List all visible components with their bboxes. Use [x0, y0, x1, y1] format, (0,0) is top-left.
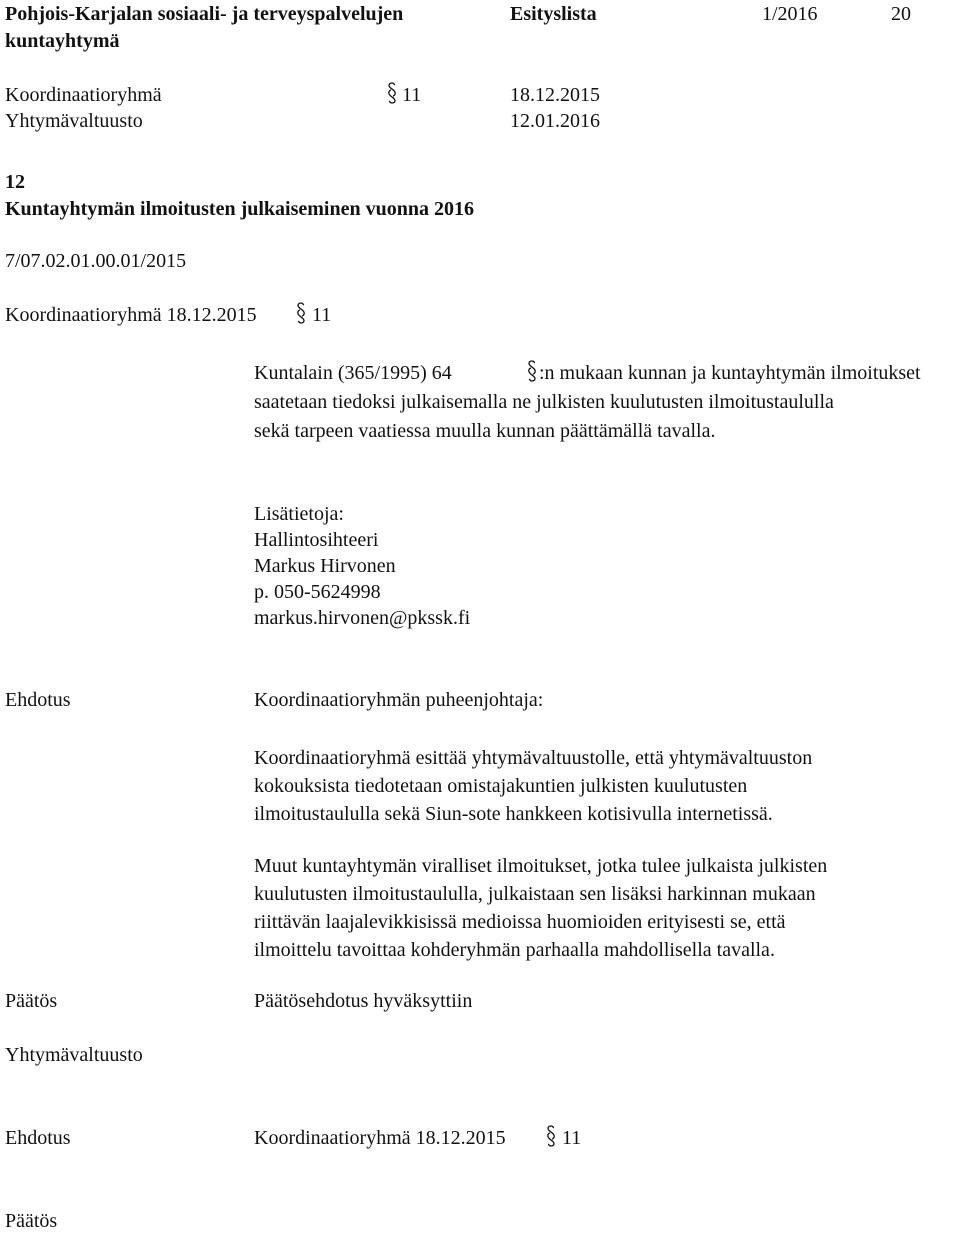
- proposal-line: ilmoittelu tavoittaa kohderyhmän parhaalla mahdollisella tavalla.: [254, 939, 775, 961]
- proposal-line: ilmoitustaululla sekä Siun-sote hankkeen kotisivulla internetissä.: [254, 803, 773, 825]
- council-heading: Yhtymävaltuusto: [5, 1044, 143, 1066]
- item-number: 12: [5, 171, 25, 193]
- meeting-body-2: Yhtymävaltuusto: [5, 110, 143, 132]
- council-decision-label: Päätös: [5, 1210, 58, 1232]
- decision-text: Päätösehdotus hyväksyttiin: [254, 990, 473, 1012]
- contact-email: markus.hirvonen@pkssk.fi: [254, 607, 471, 629]
- page-number: 20: [891, 3, 911, 25]
- org-name-line2: kuntayhtymä: [5, 30, 120, 52]
- proposal-line: Muut kuntayhtymän viralliset ilmoitukset, jotka tulee julkaista julkisten: [254, 855, 828, 877]
- council-proposal-body: Koordinaatioryhmä 18.12.2015: [254, 1127, 506, 1149]
- item-title: Kuntayhtymän ilmoitusten julkaiseminen vuonna 2016: [5, 198, 474, 220]
- preparation-section: 11: [312, 304, 332, 326]
- decision-label: Päätös: [5, 990, 58, 1012]
- section-sign-icon: [296, 302, 306, 324]
- council-proposal-label: Ehdotus: [5, 1127, 71, 1149]
- background-line-3: sekä tarpeen vaatiessa muulla kunnan päättämällä tavalla.: [254, 420, 716, 442]
- contact-heading: Lisätietoja:: [254, 503, 344, 525]
- item-reference: 7/07.02.01.00.01/2015: [5, 250, 187, 272]
- proposal-line: kokouksista tiedotetaan omistajakuntien julkisten kuulutusten: [254, 775, 748, 797]
- contact-title: Hallintosihteeri: [254, 529, 379, 551]
- contact-name: Markus Hirvonen: [254, 555, 396, 577]
- meeting-date-2: 12.01.2016: [510, 110, 600, 132]
- section-sign-icon: [546, 1125, 556, 1147]
- section-sign-icon: [527, 360, 537, 382]
- proposal-label: Ehdotus: [5, 689, 71, 711]
- background-line-1b: :n mukaan kunnan ja kuntayhtymän ilmoitukset: [539, 362, 921, 384]
- background-line-2: saatetaan tiedoksi julkaisemalla ne julkisten kuulutusten ilmoitustaululla: [254, 391, 834, 413]
- meeting-section-1: 11: [402, 84, 422, 106]
- proposer: Koordinaatioryhmän puheenjohtaja:: [254, 689, 544, 711]
- proposal-line: riittävän laajalevikkisissä medioissa huomioiden erityisesti se, että: [254, 911, 786, 933]
- proposal-line: Koordinaatioryhmä esittää yhtymävaltuustolle, että yhtymävaltuuston: [254, 747, 813, 769]
- issue-number: 1/2016: [762, 3, 818, 25]
- contact-phone: p. 050-5624998: [254, 581, 381, 603]
- proposal-paragraph-2: [254, 852, 827, 964]
- preparation-body: Koordinaatioryhmä 18.12.2015: [5, 304, 257, 326]
- council-proposal-section: 11: [562, 1127, 582, 1149]
- background-line-1a: Kuntalain (365/1995) 64: [254, 362, 452, 384]
- section-sign-icon: [387, 82, 397, 104]
- proposal-line: kuulutusten ilmoitustaululla, julkaistaan sen lisäksi harkinnan mukaan: [254, 883, 816, 905]
- proposal-paragraph-1: [254, 744, 812, 828]
- meeting-date-1: 18.12.2015: [510, 84, 600, 106]
- doc-type: Esityslista: [510, 3, 597, 25]
- org-name-line1: Pohjois-Karjalan sosiaali- ja terveyspalvelujen: [5, 3, 404, 25]
- meeting-body-1: Koordinaatioryhmä: [5, 84, 162, 106]
